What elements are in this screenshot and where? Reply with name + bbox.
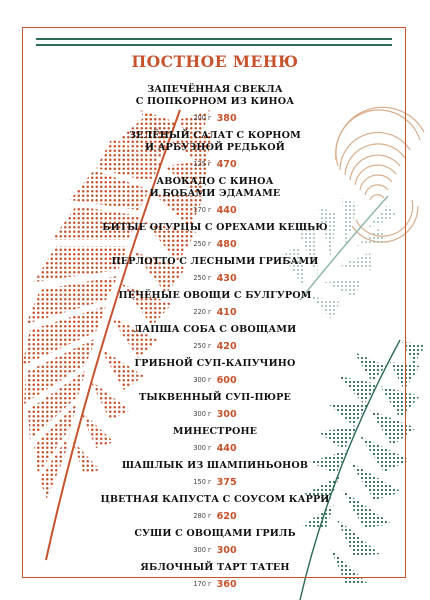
menu-title: ПОСТНОЕ МЕНЮ <box>131 52 299 71</box>
menu-item-price: 440 <box>216 443 237 454</box>
menu-item-meta <box>100 201 330 218</box>
menu-item-name: И БОБАМИ ЭДАМАМЕ <box>149 188 281 199</box>
menu-item-meta <box>100 541 330 558</box>
menu-item-weight: 250 г <box>193 274 212 282</box>
menu-item-name: ЛАПША СОБА С ОВОЩАМИ <box>133 324 297 335</box>
menu-item-price: 430 <box>216 273 237 284</box>
menu-item <box>100 176 330 222</box>
menu-item-price: 410 <box>216 307 237 318</box>
menu-item-name: ГРИБНОЙ СУП-КАПУЧИНО <box>134 358 296 369</box>
menu-item-name: ЗЕЛЁНЫЙ САЛАТ С КОРНОМ <box>129 130 301 141</box>
menu-item-weight: 300 г <box>193 410 212 418</box>
menu-item-meta <box>100 371 330 388</box>
menu-item-price: 375 <box>216 477 237 488</box>
menu-item-name: ПЕРЛОТТО С ЛЕСНЫМИ ГРИБАМИ <box>111 256 319 267</box>
menu-item-meta <box>100 155 330 172</box>
menu-list <box>100 84 330 596</box>
menu-item-name: ЯБЛОЧНЫЙ ТАРТ ТАТЕН <box>140 562 290 573</box>
menu-item <box>100 256 330 290</box>
menu-item-name: ПЕЧЁНЫЕ ОВОЩИ С БУЛГУРОМ <box>118 290 312 301</box>
menu-item-name: МИНЕСТРОНЕ <box>172 426 258 437</box>
menu-item <box>100 222 330 256</box>
header-rule-bottom <box>36 44 392 46</box>
menu-item-meta <box>100 473 330 490</box>
menu-item <box>100 528 330 562</box>
menu-item <box>100 130 330 176</box>
menu-item-price: 380 <box>216 113 237 124</box>
menu-item-price: 360 <box>216 579 237 590</box>
menu-item-meta <box>100 109 330 126</box>
menu-item-weight: 220 г <box>193 308 212 316</box>
menu-item <box>100 84 330 130</box>
menu-item-price: 440 <box>216 205 237 216</box>
menu-item <box>100 494 330 528</box>
menu-item-weight: 250 г <box>193 342 212 350</box>
menu-item-name: ШАШЛЫК ИЗ ШАМПИНЬОНОВ <box>121 460 309 471</box>
menu-item-name: БИТЫЕ ОГУРЦЫ С ОРЕХАМИ КЕШЬЮ <box>102 222 328 233</box>
menu-item-meta <box>100 439 330 456</box>
menu-item-meta <box>100 405 330 422</box>
menu-item-meta <box>100 269 330 286</box>
menu-item-name: ЗАПЕЧЁННАЯ СВЕКЛА <box>147 84 283 95</box>
menu-item-weight: 300 г <box>193 444 212 452</box>
menu-item <box>100 392 330 426</box>
menu-item-weight: 300 г <box>193 546 212 554</box>
menu-item-weight: 280 г <box>193 512 212 520</box>
header-rule-top <box>36 38 392 40</box>
menu-item <box>100 562 330 596</box>
menu-item-meta <box>100 507 330 524</box>
menu-item-price: 620 <box>216 511 237 522</box>
menu-item-weight: 300 г <box>193 376 212 384</box>
menu-item-name: ТЫКВЕННЫЙ СУП-ПЮРЕ <box>139 392 291 403</box>
menu-item-weight: 150 г <box>193 478 212 486</box>
menu-item <box>100 460 330 494</box>
menu-item-name: И АРБУЗНОЙ РЕДЬКОЙ <box>145 142 285 153</box>
menu-item-price: 300 <box>216 409 237 420</box>
menu-item-weight: 250 г <box>193 240 212 248</box>
menu-item-name: АВОКАДО С КИНОА <box>156 176 274 187</box>
menu-item-name: СУШИ С ОВОЩАМИ ГРИЛЬ <box>134 528 296 539</box>
menu-item-name: ЦВЕТНАЯ КАПУСТА С СОУСОМ КАРРИ <box>100 494 330 505</box>
header-double-rule <box>36 38 392 47</box>
menu-item <box>100 324 330 358</box>
menu-item-weight: 170 г <box>193 580 212 588</box>
menu-item-name: С ПОПКОРНОМ ИЗ КИНОА <box>135 96 295 107</box>
menu-item-weight: 200 г <box>193 114 212 122</box>
menu-item-meta <box>100 575 330 592</box>
menu-item <box>100 290 330 324</box>
menu-item-price: 420 <box>216 341 237 352</box>
menu-item-price: 300 <box>216 545 237 556</box>
menu-item-meta <box>100 235 330 252</box>
menu-item-weight: 170 г <box>193 206 212 214</box>
menu-item-price: 600 <box>216 375 237 386</box>
menu-item-meta <box>100 303 330 320</box>
menu-item <box>100 358 330 392</box>
menu-item-price: 480 <box>216 239 237 250</box>
menu-item-price: 470 <box>216 159 237 170</box>
menu-item-weight: 125 г <box>193 160 212 168</box>
menu-item-meta <box>100 337 330 354</box>
menu-item <box>100 426 330 460</box>
